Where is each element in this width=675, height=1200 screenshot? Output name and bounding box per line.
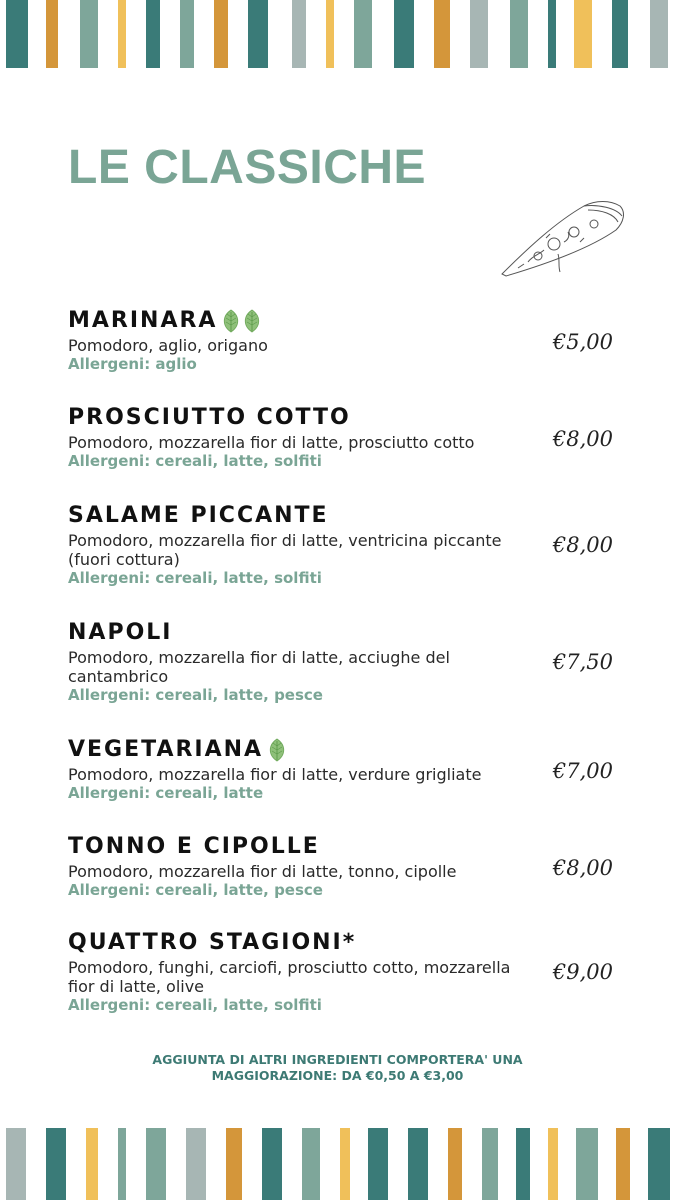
footer-note-line-1: AGGIUNTA DI ALTRI INGREDIENTI COMPORTERA' UNA <box>152 1052 523 1067</box>
bottom-stripe <box>616 1128 630 1200</box>
page-title: LE CLASSICHE <box>68 141 427 194</box>
bottom-stripe <box>186 1128 206 1200</box>
menu-item-name <box>68 405 613 431</box>
menu-item-allergens: Allergeni: cereali, latte, solfiti <box>68 996 322 1014</box>
menu-item-name-text: NAPOLI <box>68 620 173 645</box>
menu-item-name <box>68 503 613 529</box>
top-stripe <box>292 0 306 68</box>
menu-item-name-text: MARINARA <box>68 308 218 333</box>
bottom-stripe <box>262 1128 282 1200</box>
menu-item-allergens: Allergeni: cereali, latte, pesce <box>68 881 323 899</box>
menu-item-allergens: Allergeni: cereali, latte <box>68 784 264 802</box>
top-stripe <box>434 0 450 68</box>
top-stripe <box>146 0 160 68</box>
menu-item <box>68 834 613 900</box>
menu-item-name <box>68 834 613 860</box>
bottom-stripe <box>408 1128 428 1200</box>
bottom-stripe <box>146 1128 166 1200</box>
menu-item-price: €8,00 <box>552 533 613 557</box>
menu-item <box>68 405 613 471</box>
top-stripe <box>394 0 414 68</box>
pizza-slice-illustration <box>498 196 628 280</box>
bottom-stripe <box>86 1128 98 1200</box>
bottom-stripe <box>448 1128 462 1200</box>
menu-item-price: €8,00 <box>552 427 613 451</box>
menu-item-price: €8,00 <box>552 856 613 880</box>
bottom-stripe <box>648 1128 670 1200</box>
top-stripe <box>470 0 488 68</box>
bottom-stripe <box>576 1128 598 1200</box>
top-stripe <box>548 0 556 68</box>
menu-item-allergens: Allergeni: cereali, latte, pesce <box>68 686 323 704</box>
vegetarian-leaf-icon <box>267 738 287 762</box>
menu-item-name-text: SALAME PICCANTE <box>68 503 329 528</box>
bottom-stripe <box>46 1128 66 1200</box>
menu-item-description: Pomodoro, mozzarella fior di latte, verdure grigliate <box>68 765 482 784</box>
top-stripe <box>326 0 334 68</box>
menu-item-price: €7,50 <box>552 650 613 674</box>
menu-item-name <box>68 737 613 763</box>
menu-item-name-text: VEGETARIANA <box>68 737 264 762</box>
menu-item-allergens: Allergeni: cereali, latte, solfiti <box>68 452 322 470</box>
top-stripe <box>650 0 668 68</box>
top-stripe-border <box>0 0 675 68</box>
menu-item-name-text: PROSCIUTTO COTTO <box>68 405 351 430</box>
menu-item-name-text: QUATTRO STAGIONI* <box>68 930 357 955</box>
menu-item-description: Pomodoro, aglio, origano <box>68 336 268 355</box>
menu-item-description: Pomodoro, mozzarella fior di latte, acciughe del cantambrico <box>68 648 450 686</box>
footer-note-line-2: MAGGIORAZIONE: DA €0,50 A €3,00 <box>211 1068 464 1083</box>
vegetarian-leaf-icon <box>242 309 262 333</box>
menu-item-allergens: Allergeni: aglio <box>68 355 197 373</box>
bottom-stripe <box>482 1128 498 1200</box>
bottom-stripe <box>548 1128 558 1200</box>
top-stripe <box>248 0 268 68</box>
footer-note <box>0 1052 675 1084</box>
top-stripe <box>214 0 228 68</box>
menu-item-price: €7,00 <box>552 759 613 783</box>
top-stripe <box>46 0 58 68</box>
menu-item-price: €9,00 <box>552 960 613 984</box>
menu-item-description: Pomodoro, funghi, carciofi, prosciutto cotto, mozzarella fior di latte, olive <box>68 958 511 996</box>
menu-item-price: €5,00 <box>552 330 613 354</box>
menu-item <box>68 308 613 374</box>
top-stripe <box>574 0 592 68</box>
menu-item-name <box>68 620 613 646</box>
menu-item <box>68 930 613 1015</box>
menu-item <box>68 620 613 705</box>
top-stripe <box>510 0 528 68</box>
top-stripe <box>180 0 194 68</box>
top-stripe <box>80 0 98 68</box>
bottom-stripe <box>118 1128 126 1200</box>
vegetarian-leaf-icon <box>221 309 241 333</box>
bottom-stripe <box>368 1128 388 1200</box>
menu-item-description: Pomodoro, mozzarella fior di latte, prosciutto cotto <box>68 433 475 452</box>
bottom-stripe <box>6 1128 26 1200</box>
top-stripe <box>6 0 28 68</box>
bottom-stripe <box>226 1128 242 1200</box>
bottom-stripe-border <box>0 1128 675 1200</box>
top-stripe <box>612 0 628 68</box>
top-stripe <box>118 0 126 68</box>
top-stripe <box>354 0 372 68</box>
menu-item <box>68 737 613 803</box>
menu-item-description: Pomodoro, mozzarella fior di latte, ventricina piccante (fuori cottura) <box>68 531 502 569</box>
menu-item <box>68 503 613 588</box>
bottom-stripe <box>302 1128 320 1200</box>
bottom-stripe <box>340 1128 350 1200</box>
menu-item-name <box>68 930 613 956</box>
menu-item-name <box>68 308 613 334</box>
menu-item-allergens: Allergeni: cereali, latte, solfiti <box>68 569 322 587</box>
bottom-stripe <box>516 1128 530 1200</box>
menu-item-description: Pomodoro, mozzarella fior di latte, tonno, cipolle <box>68 862 457 881</box>
menu-item-name-text: TONNO E CIPOLLE <box>68 834 320 859</box>
